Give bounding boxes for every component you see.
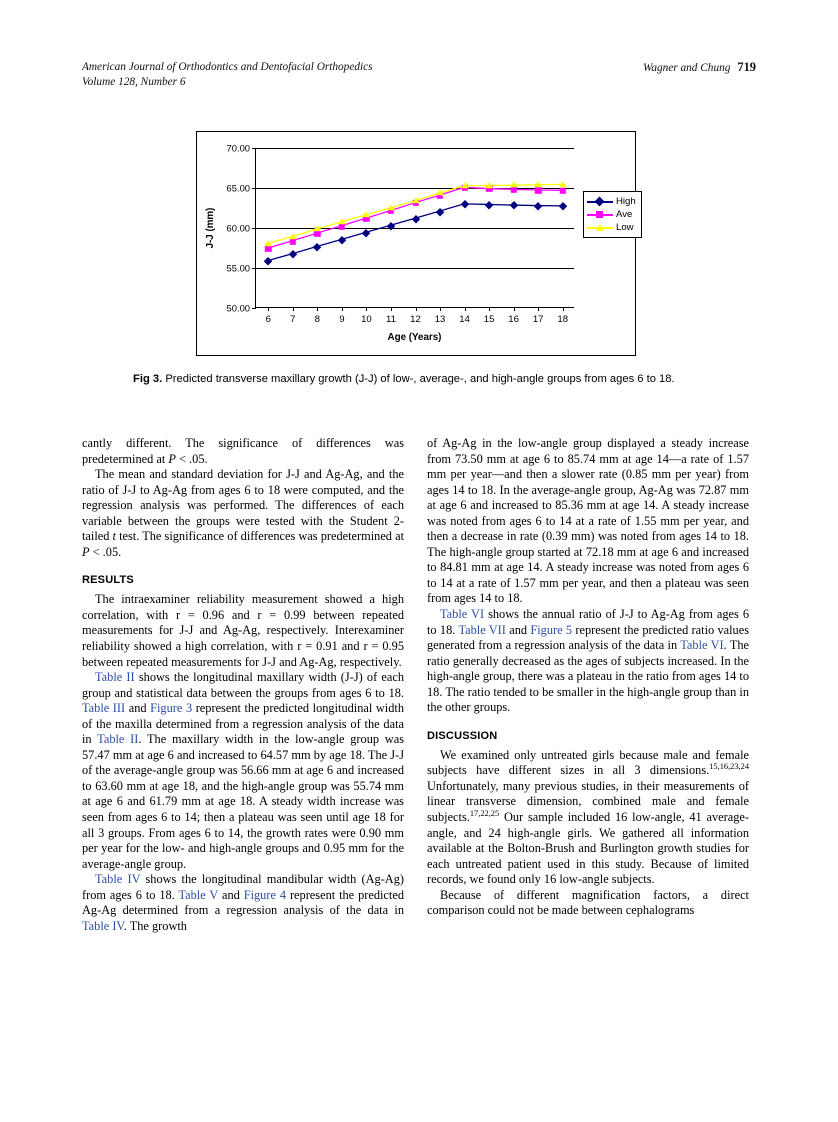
text-run: and — [125, 701, 151, 716]
y-tick-label: 60.00 — [226, 222, 250, 234]
running-head — [82, 60, 756, 89]
x-tick-mark — [366, 307, 367, 311]
data-point-low — [362, 211, 370, 217]
authors: Wagner and Chung — [642, 62, 731, 74]
x-tick-label: 8 — [314, 314, 321, 325]
body-paragraph — [82, 872, 404, 934]
text-run: shows the longitudinal mandibular width (Ag-Ag) from ages 6 to 18. — [82, 872, 404, 902]
cross-reference-link[interactable]: Figure 4 — [243, 887, 287, 902]
legend-item-high[interactable] — [587, 195, 636, 208]
text-run: shows the annual ratio of J-J to Ag-Ag from ages 6 to 18. — [427, 607, 750, 637]
y-axis-title: J-J (mm) — [205, 207, 216, 249]
body-column-right — [427, 436, 749, 919]
text-run: We examined only untreated girls because male and female subjects have different sizes in all 3 dimensions. — [427, 747, 749, 778]
x-tick-mark — [563, 307, 564, 311]
legend-item-low[interactable] — [587, 221, 636, 234]
legend-label: High — [616, 196, 636, 207]
text-run: represent the predicted Ag-Ag determined from a regression analysis of the data in — [82, 887, 404, 918]
data-point-low — [387, 205, 395, 211]
legend-swatch-triangle-icon — [587, 222, 613, 233]
text-run: < .05. — [89, 544, 122, 559]
body-paragraph — [82, 467, 404, 560]
cross-reference-link[interactable]: Table III — [82, 701, 126, 716]
data-point-low — [338, 219, 346, 225]
chart-frame — [196, 131, 636, 356]
text-run: < .05. — [175, 451, 208, 466]
cross-reference-link[interactable]: Table VII — [458, 622, 506, 637]
text-run: . The ratio generally decreased as the ages of subjects increased. In the high-angle group, there was a plateau in the ratio from ages 14 to 18. The ratio tended to be smaller in the high-angle group than in the other groups. — [427, 638, 750, 715]
plot-area — [226, 142, 574, 325]
x-tick-mark — [317, 307, 318, 311]
x-tick-mark — [489, 307, 490, 311]
x-tick-label: 18 — [557, 314, 569, 325]
legend-item-ave[interactable] — [587, 208, 636, 221]
text-run: . The growth — [123, 918, 187, 933]
cross-reference-link[interactable]: Table V — [178, 887, 219, 902]
page-number: 719 — [737, 60, 756, 74]
x-tick-mark — [342, 307, 343, 311]
x-tick-mark — [440, 307, 441, 311]
section-heading: RESULTS — [82, 574, 134, 587]
legend-label: Ave — [616, 209, 633, 220]
text-run: and — [505, 622, 531, 637]
italic-text: P — [168, 451, 176, 466]
x-tick-label: 11 — [385, 314, 396, 325]
x-tick-mark — [293, 307, 294, 311]
series-lines — [256, 148, 574, 307]
data-point-low — [289, 233, 297, 239]
body-paragraph — [82, 592, 404, 670]
x-tick-label: 10 — [361, 314, 372, 325]
figure-caption-text: Predicted transverse maxillary growth (J-J) of low-, average-, and high-angle groups from ages 6 to 18. — [162, 373, 675, 385]
body-column-left — [82, 436, 404, 934]
figure-caption — [133, 371, 705, 388]
data-point-ave — [560, 187, 566, 193]
data-point-low — [485, 182, 493, 188]
cross-reference-link[interactable]: Table II — [95, 670, 135, 685]
cross-reference-link[interactable]: Figure 3 — [150, 701, 193, 716]
reference-superscript[interactable]: 17,22,25 — [469, 808, 500, 818]
text-run: cantly different. The significance of differences was predetermined at — [82, 436, 404, 466]
body-paragraph — [427, 607, 749, 716]
running-head-left — [82, 60, 373, 89]
x-tick-label: 6 — [265, 314, 271, 325]
text-run: Because of different magnification factors, a direct comparison could not be made between cephalograms — [427, 887, 749, 918]
x-tick-mark — [465, 307, 466, 311]
cross-reference-link[interactable]: Table II — [97, 732, 139, 747]
x-tick-label: 17 — [532, 314, 544, 325]
cross-reference-link[interactable]: Table IV — [95, 872, 141, 887]
x-axis-title: Age (Years) — [387, 332, 442, 343]
section-heading: DISCUSSION — [427, 729, 498, 742]
body-paragraph — [82, 436, 404, 467]
y-tick-label: 65.00 — [226, 182, 250, 194]
body-paragraph — [427, 436, 749, 607]
x-tick-label: 13 — [434, 314, 446, 325]
data-point-low — [436, 190, 444, 196]
journal-title: American Journal of Orthodontics and Dentofacial Orthopedics — [82, 61, 373, 73]
text-run: Unfortunately, many previous studies, in their measurements of linear transverse dimension, combined male and female subjects. — [427, 778, 749, 825]
y-tick-label: 55.00 — [226, 262, 250, 274]
italic-text: t — [112, 529, 116, 544]
x-tick-mark — [268, 307, 269, 311]
x-tick-label: 7 — [290, 314, 296, 325]
x-tick-mark — [538, 307, 539, 311]
body-paragraph — [427, 748, 749, 888]
y-tick-label: 50.00 — [226, 302, 250, 314]
text-run: represent the predicted longitudinal width of the maxilla determined from a regression analysis of the data in — [82, 701, 405, 747]
text-run: of Ag-Ag in the low-angle group displayed a steady increase from 73.50 mm at age 6 to 85.74 mm at age 14—a rate of 1.57 mm per year—and then a slower rate (0.85 mm per year) from ages 14 to 18. In the average-angle group, Ag-Ag was 72.87 mm at age 6 and increased to 85.36 mm at age 14. A steady increase was noted from ages 6 to 14 at a rate of 1.55 mm per year, and then a decrease in rate (0.39 mm) was noted from ages 14 to 18. The high-angle group started at 72.18 mm at age 6 and increased to 84.81 mm at age 14. A steady increase was noted from ages 6 to 14 at a rate of 1.57 mm per year, and then a plateau was seen from ages 14 to 18. — [427, 436, 749, 606]
data-point-low — [313, 226, 321, 232]
x-tick-label: 12 — [410, 314, 421, 325]
cross-reference-link[interactable]: Table VI — [440, 607, 485, 622]
legend-swatch-square-icon — [587, 209, 613, 220]
x-tick-label: 16 — [508, 314, 519, 325]
body-paragraph — [82, 670, 404, 872]
data-point-low — [559, 181, 567, 187]
text-run: and — [218, 887, 244, 902]
legend-swatch-diamond-icon — [587, 196, 613, 207]
legend-label: Low — [616, 222, 634, 233]
italic-text: P — [82, 544, 90, 559]
x-tick-mark — [391, 307, 392, 311]
x-tick-mark — [416, 307, 417, 311]
x-tick-mark — [514, 307, 515, 311]
text-run: shows the longitudinal maxillary width (J-J) of each group and statistical data between the groups from ages 6 to 18. — [82, 670, 405, 700]
x-tick-label: 9 — [339, 314, 345, 325]
figure-3 — [196, 131, 636, 356]
text-run: Our sample included 16 low-angle, 41 average-angle, and 24 high-angle girls. We gathered all information available at the Bolton-Brush and Burlington growth studies for each untreated patient used in this study. Because of limited records, we found only 16 low-angle subjects. — [427, 810, 749, 887]
data-point-ave — [535, 187, 541, 193]
data-point-low — [412, 197, 420, 203]
x-tick-label: 15 — [483, 314, 495, 325]
chart-legend — [583, 191, 642, 238]
y-tick-label: 70.00 — [226, 142, 250, 154]
text-run: test. The significance of differences was predetermined at — [115, 529, 404, 544]
cross-reference-link[interactable]: Table VI — [680, 638, 724, 653]
cross-reference-link[interactable]: Table IV — [82, 918, 124, 933]
data-point-low — [461, 182, 469, 188]
data-point-low — [534, 181, 542, 187]
data-point-ave — [265, 245, 271, 251]
running-head-right — [643, 60, 756, 76]
text-run: The mean and standard deviation for J-J and Ag-Ag, and the ratio of J-J to Ag-Ag from ages 6 to 18 were computed, and the regression analysis was performed. The differences of each variable between the groups were tested with the Student 2-tailed — [82, 467, 404, 544]
data-point-low — [264, 240, 272, 246]
volume-issue: Volume 128, Number 6 — [82, 75, 186, 88]
series-line-high — [268, 204, 562, 261]
text-run: . The maxillary width in the low-angle group was 57.47 mm at age 6 and increased to 64.57 mm by age 18. The J-J of the average-angle group was 56.66 mm at age 6 and increased to 63.60 mm at age 18, and the high-angle group was 55.74 mm at age 6 and 61.79 mm at age 18. A steady width increase was seen from ages 6 to 14; then a plateau was seen until age 18 for all 3 groups. From ages 6 to 14, the growth rates were 0.90 mm per year for the low- and high-angle groups and 0.95 mm for the average-angle group. — [82, 732, 405, 871]
text-run: The intraexaminer reliability measurement showed a high correlation, with r = 0.96 and r = 0.99 between repeated measurements for J-J and Ag-Ag, respectively. Interexaminer reliability showed a high correlation, with r = 0.91 and r = 0.95 between repeated measurements for J-J and Ag-Ag, respectively. — [82, 592, 404, 669]
cross-reference-link[interactable]: Figure 5 — [530, 622, 573, 637]
reference-superscript[interactable]: 15,16,23,24 — [709, 762, 749, 772]
data-point-low — [510, 182, 518, 188]
body-paragraph — [427, 888, 749, 919]
y-tick-mark — [252, 308, 256, 309]
x-tick-label: 14 — [459, 314, 470, 325]
figure-caption-label: Fig 3. — [133, 373, 163, 385]
text-run: represent the predicted ratio values generated from a regression analysis of the data in — [427, 622, 750, 653]
